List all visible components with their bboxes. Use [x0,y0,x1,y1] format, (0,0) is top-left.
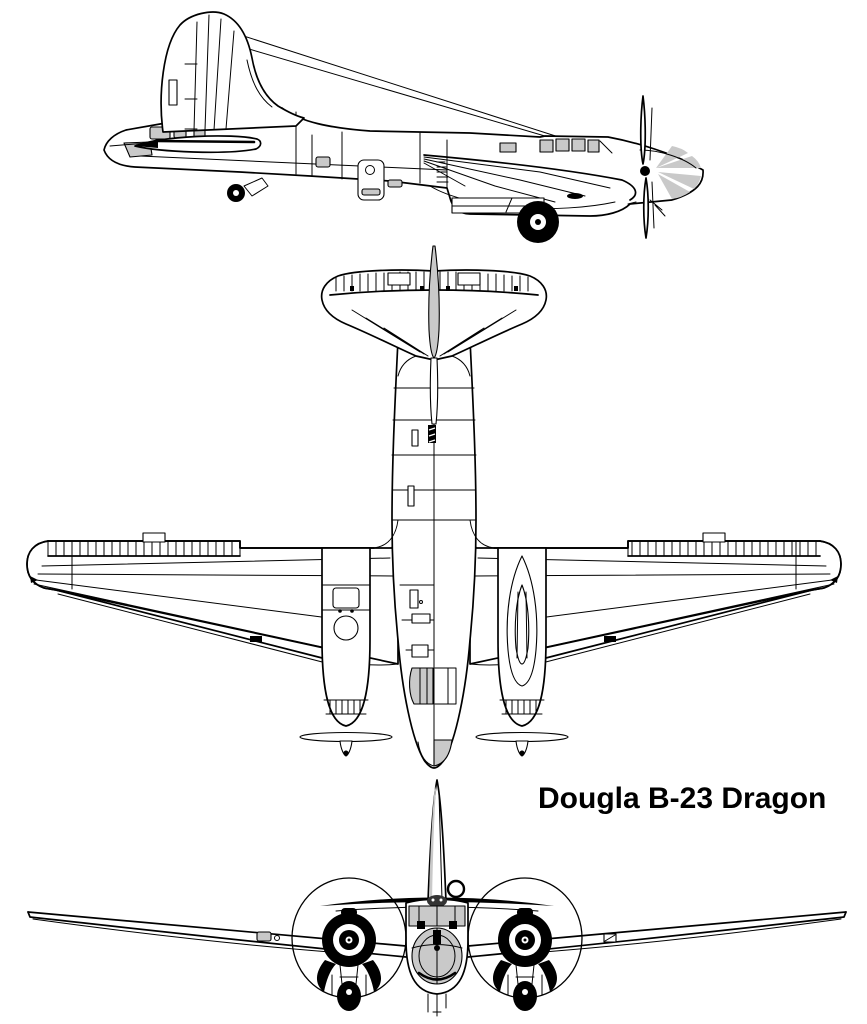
landing-light [257,932,271,941]
landing-light [604,636,616,642]
prop-blade [538,960,557,992]
side-view-drawing [104,12,703,243]
fin-panel [169,80,177,105]
right-engine-front [493,908,557,1011]
tail-wheel [227,178,268,202]
hatch [412,430,418,446]
elevator-tab [458,273,480,285]
caption-title: Dougla B-23 Dragon [538,782,827,815]
nose-glazing-plan [434,740,452,766]
nose-gun [433,930,441,944]
left-engine-front [317,908,381,1011]
cabin-door [358,160,384,200]
canopy-plan [410,668,433,704]
main-wheel-front [513,981,537,1011]
propeller-hub [640,166,650,176]
cabin-window [316,157,330,167]
fuselage-vent [388,180,402,187]
prop-blade [317,960,336,992]
hatch [408,486,414,506]
exhaust-stub [567,193,583,199]
top-view-drawing [27,246,841,768]
prop-blade [362,960,381,992]
propeller-plan [300,733,392,742]
trim-tab [703,533,725,542]
trim-tab [143,533,165,542]
fuselage-front [406,895,468,1016]
fin-front [428,780,446,902]
rudder-edge-plan [430,358,437,424]
propeller-plan [476,733,568,742]
fin-edge-plan [429,246,440,424]
landing-light [250,636,262,642]
vertical-fin [161,12,304,132]
nacelle-turret [334,616,358,640]
astrodome [427,895,447,907]
elevator-tab [388,273,410,285]
pitot-mast [433,994,441,1016]
nacelle-hatch [333,588,359,608]
main-wheel-front [337,981,361,1011]
prop-blade [493,960,512,992]
